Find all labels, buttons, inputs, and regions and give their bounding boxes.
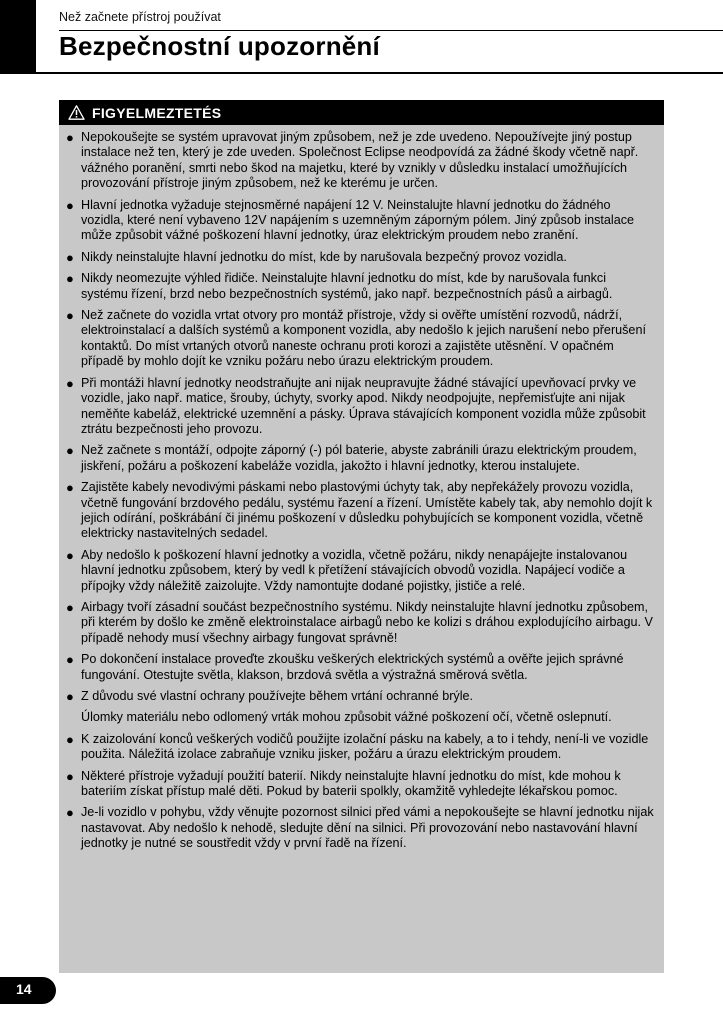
bullet-icon: ●: [66, 599, 74, 615]
warning-item-text: Některé přístroje vyžadují použití baterií. Nikdy neinstalujte hlavní jednotku do míst, kde mohou k bateriím získat přístup malé děti. Pokud by baterii spolkly, okamžitě vyhledejte lékařskou pomoc.: [81, 768, 621, 799]
warning-item: [66, 198, 656, 244]
warning-item-text: Aby nedošlo k poškození hlavní jednotky a vozidla, včetně požáru, nikdy nenapájejte instalovanou hlavní jednotku způsobem, který by vedl k přetížení stávajících obvodů vozidla. Napájecí vodiče a přípojky vždy náležitě zaizolujte. Vždy namontujte dodané pojistky, jističe a relé.: [81, 547, 628, 593]
page-title: Bezpečnostní upozornění: [59, 31, 380, 61]
warning-item-text: Z důvodu své vlastní ochrany používejte během vrtání ochranné brýle.: [81, 689, 474, 703]
bullet-icon: ●: [66, 197, 74, 213]
warning-item-text: Je-li vozidlo v pohybu, vždy věnujte pozornost silnici před vámi a nepokoušejte se hlavní jednotku nijak nastavovat. Aby nedošlo k nehodě, sledujte dění na silnici. Při provozování nebo nastavování hlavní jednotky je nutné se soustředit vždy v první řadě na řízení.: [81, 805, 654, 851]
bullet-icon: ●: [66, 547, 74, 563]
warning-item: [66, 480, 656, 542]
warning-item-text: K zaizolování konců veškerých vodičů použijte izolační pásku na kabely, a to i tehdy, není-li ve vozidle použita. Náležitá izolace zabraňuje vzniku jisker, požáru a úrazu elektrickým proudem.: [81, 731, 649, 762]
warning-item: [66, 443, 656, 474]
warning-item-text: Zajistěte kabely nevodivými páskami nebo plastovými úchyty tak, aby nepřekážely provozu vozidla, včetně fungování brzdového pedálu, systému řazení a řízení. Umístěte kabely tak, aby nemohlo dojít k jejich odírání, poškrábání či jinému poškození v důsledku pohybujících se komponent vozidla, včetně elektricky nastavitelných sedadel.: [81, 480, 653, 541]
warning-item-text: Airbagy tvoří zásadní součást bezpečnostního systému. Nikdy neinstalujte hlavní jednotku způsobem, při kterém by došlo ke změně elektroinstalace airbagů nebo ke kolizi s dráhou explodujícího airbagu. V případě nehody musí všechny airbagy fungovat správně!: [81, 599, 653, 645]
warning-item: [66, 548, 656, 594]
warning-item-text: Nepokoušejte se systém upravovat jiným způsobem, než je zde uvedeno. Nepoužívejte jiný postup instalace než ten, který je zde uveden. Společnost Eclipse neodpovídá za žádné škody včetně např. vážného poranění, smrti nebo škod na majetku, které by vznikly v důsledku instalací umožňujících provozování přístroje jiným způsobem, než ke kterému je určen.: [81, 130, 639, 191]
bullet-icon: ●: [66, 805, 74, 821]
bullet-icon: ●: [66, 249, 74, 265]
bullet-icon: ●: [66, 480, 74, 496]
warning-item: [66, 600, 656, 646]
bullet-icon: ●: [66, 271, 74, 287]
warning-item: [66, 689, 656, 704]
warning-item: [66, 308, 656, 370]
bullet-icon: ●: [66, 731, 74, 747]
warning-item: [66, 130, 656, 192]
warning-item-text: Nikdy neinstalujte hlavní jednotku do míst, kde by narušovala bezpečný provoz vozidla.: [81, 249, 567, 264]
warning-header: [59, 100, 664, 125]
warning-box: [59, 100, 664, 973]
warning-item: [66, 732, 656, 763]
page-number: 14: [16, 981, 32, 997]
warning-item-text: Než začnete do vozidla vrtat otvory pro montáž přístroje, vždy si ověřte umístění rozvodů, nádrží, elektroinstalací a dalších systémů a komponent vozidla, aby nedošlo k jejich narušení nebo přerušení kontaktů. Do míst vrtaných otvorů naneste ochranu proti korozi a zajistěte utěsnění. V opačném případě by mohlo dojít ke vzniku požáru nebo úrazu elektrickým proudem.: [81, 308, 646, 369]
bullet-icon: ●: [66, 768, 74, 784]
warning-item-text: Hlavní jednotka vyžaduje stejnosměrné napájení 12 V. Neinstalujte hlavní jednotku do žádného vozidla, které není vybaveno 12V napájením s uzemněným záporným pólem. Jiný způsob instalace může způsobit vážné poškození hlavní jednotky, úraz elektrickým proudem nebo zranění.: [81, 197, 635, 243]
warning-item: [66, 769, 656, 800]
bullet-icon: ●: [66, 308, 74, 324]
warning-note: Úlomky materiálu nebo odlomený vrták mohou způsobit vážné poškození očí, včetně oslepnutí.: [81, 710, 612, 725]
warning-item-text: Než začnete s montáží, odpojte záporný (-) pól baterie, abyste zabránili úrazu elektrickým proudem, jiskření, požáru a poškození kabeláže vozidla, jakožto i hlavní jednotky, kterou instalujete.: [81, 443, 637, 473]
bullet-icon: ●: [66, 443, 74, 459]
warning-item: [66, 376, 656, 438]
warning-list: [59, 125, 664, 852]
warning-triangle-icon: [68, 105, 85, 120]
chapter-tab: [0, 0, 36, 74]
warning-item: [66, 805, 656, 851]
warning-item-text: Nikdy neomezujte výhled řidiče. Neinstalujte hlavní jednotku do míst, kde by narušovala funkci systému řízení, brzd nebo bezpečnostních systémů, jako např. bezpečnostních pásů a airbagů.: [81, 271, 613, 301]
section-label: Než začnete přístroj používat: [59, 10, 221, 24]
warning-item-text: Po dokončení instalace proveďte zkoušku veškerých elektrických systémů a ověřte jejich správné fungování. Otestujte světla, klakson, brzdová světla a výstražná směrová světla.: [81, 652, 624, 682]
warning-item: [66, 250, 656, 265]
warning-title: FIGYELMEZTETÉS: [92, 104, 222, 121]
warning-item-text: Při montáži hlavní jednotky neodstraňujte ani nijak neupravujte žádné stávající upevňovací prvky ve vozidle, jako např. matice, šrouby, úchyty, svorky apod. Nikdy neodpojujte, nepřemisťujte ani nijak neměňte kabeláž, elektrické uzemnění a pásky. Úprava stávajících komponent vozidla může způsobit ztrátu bezpečnosti jeho provozu.: [81, 375, 646, 436]
title-divider: [36, 72, 723, 74]
warning-item: [66, 652, 656, 683]
bullet-icon: ●: [66, 652, 74, 668]
bullet-icon: ●: [66, 689, 74, 704]
bullet-icon: ●: [66, 375, 74, 391]
warning-item: [66, 271, 656, 302]
bullet-icon: ●: [66, 130, 74, 145]
